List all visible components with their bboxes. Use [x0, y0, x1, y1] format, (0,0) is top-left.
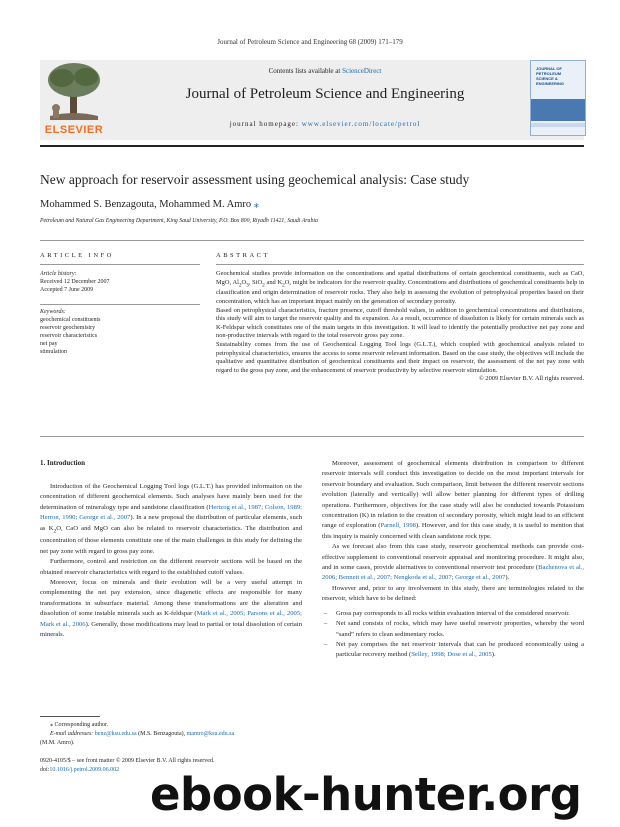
abstract-paragraph: Based on petrophysical characteristics, fracture presence, cutoff threshold values, in addition to geochemical concentrations and distributions, this study will aim to target the reservoir quality and its expansion. As a result, occurrence of dissolution is likely for certain minerals such as K-Feldspar which constitutes one of the main targets in this investigation. It will lead to identify the potentially productive net pay zone and non-productive intervals with regard to the total reservoir gross pay zone. — [216, 306, 584, 340]
authors: Mohammed S. Benzagouta, Mohammed M. Amro — [40, 199, 252, 210]
affiliation: Petroleum and Natural Gas Engineering Department, King Saud University, P.O. Box 800, Riyadh 11421, Saudi Arabia — [40, 218, 318, 224]
keywords — [40, 308, 200, 356]
abstract-divider — [40, 436, 584, 437]
body-paragraph: Moreover, assessment of geochemical elements distribution in comparison to different reservoir intervals will conduct this investigation to decide on the most important intervals for reservoir boundary and evaluation. Such comparison, limit between the different reservoir sections evolution (laterally and vertically) will allow better planning for different types of drilling operations. Furthermore, objectives for the case study will also be conducted towards Potassium concentration (K) in relation to the creation of secondary porosity, which might lead to an efficient range of exploration (Parnell, 1998). However, and for this case study, it is useful to mention that this inquiry is mainly concerned with clean sandstone rock type. — [322, 460, 584, 540]
front-matter: 0920-4105/$ – see front matter © 2009 Elsevier B.V. All rights reserved. doi:10.1016/j.petrol.2009.06.002 — [40, 757, 302, 774]
cover-stripe — [531, 123, 585, 127]
keyword: geochemical constituents — [40, 317, 101, 323]
body-paragraph: However and, prior to any involvement in this study, there are terminologies related to the reservoir, which have to be defined: — [322, 584, 584, 603]
masthead-rule — [40, 145, 584, 147]
author-line — [40, 198, 259, 210]
homepage-link[interactable]: www.elsevier.com/locate/petrol — [301, 120, 421, 128]
keyword: stimulation — [40, 349, 67, 355]
article-history — [40, 270, 200, 294]
homepage-line — [120, 120, 530, 128]
list-item: – Net sand consists of rocks, which may have useful reservoir properties, whereby the word “sand” refers to clean sedimentary rocks. — [324, 620, 584, 638]
contents-prefix: Contents lists available at — [268, 67, 343, 75]
keyword: reservoir characteristics — [40, 333, 98, 339]
abstract-body — [216, 270, 584, 384]
citation-link[interactable]: Hertzog et al., 1987; Colson, 1989; Herron, 1990; George et al., 2007 — [40, 503, 303, 522]
abstract-rule — [216, 264, 584, 265]
keywords-label: Keywords: — [40, 309, 66, 315]
cover-band — [531, 99, 585, 121]
tree-icon — [40, 60, 108, 122]
citation-link[interactable]: Mark et al., 2005; Parsons et al., 2005; Mark et al., 2006 — [40, 610, 302, 628]
journal-cover-thumbnail[interactable] — [530, 60, 586, 136]
body-paragraph: Furthermore, control and restriction on the different reservoir sections will be based on the obtained reservoir characteristics with regard to the established cutoff values. — [40, 558, 302, 576]
article-title: New approach for reservoir assessment using geochemical analysis: Case study — [40, 172, 470, 187]
email-link[interactable]: mamro@ksu.edu.sa — [186, 731, 235, 737]
sciencedirect-link[interactable]: ScienceDirect — [342, 67, 382, 75]
body-paragraph: Introduction of the Geochemical Logging Tool logs (G.L.T.) has provided information on the concentration of different geochemical elements. Such analyses have mainly been used for the determination of mineralogy type and sandstone classification (Hertzog et al., 1987; Colson, 1989; Herron, 1990; George et al., 2007). In a new proposal the distribution of particular elements, such as $K_2O$, CaO and MgO can also be related to reservoir characteristics. The distribution and concentration of those elements constitute one of the main challenges in this study for defining the net pay zone with regard to gross pay zone. — [40, 483, 303, 555]
keyword: reservoir geochemistry — [40, 325, 96, 331]
corresponding-author-footnote: ⁎ Corresponding author. E-mail addresses: benz@ksu.edu.sa (M.S. Benzagouta), mamro@ksu.edu.sa (M.M. Amro). — [40, 722, 235, 746]
journal-title: Journal of Petroleum Science and Engineering — [185, 86, 465, 102]
section-title: 1. Introduction — [40, 459, 85, 467]
received-date: Received 12 December 2007 — [40, 279, 110, 285]
header-divider — [40, 240, 584, 241]
doi-link[interactable]: 10.1016/j.petrol.2009.06.002 — [49, 766, 120, 773]
homepage-prefix: journal homepage: — [229, 120, 302, 128]
citation-link[interactable]: Bazhenova et al., 2006; Bennett et al., 2007; Nengkoda et al., 2007; George et al., 2007 — [322, 564, 584, 582]
running-head: Journal of Petroleum Science and Engineering 68 (2009) 171–179 — [217, 38, 403, 46]
body-paragraph: As we forecast also from this case study, reservoir geochemical methods can provide cost-effective supplement to conventional reservoir appraisal and monitoring procedure. It might also, and in some cases, provide alternatives to conventional reservoir test procedure (Bazhenova et al., 2006; Bennett et al., 2007; Nengkoda et al., 2007; George et al., 2007). — [322, 543, 584, 582]
copyright-line: © 2009 Elsevier B.V. All rights reserved. — [478, 375, 584, 383]
accepted-date: Accepted 7 June 2009 — [40, 287, 94, 293]
abstract-paragraph: Sustainability comes from the use of Geochemical Logging Tool logs (G.L.T.), which coupled with geochemical analysis related to petrophysical characteristics, ensures the access to some reservoir relevant information. Based on the case study, the objectives will include the qualitative and quantitative distribution of geochemical constituents and their impact on reservoir, the assessment of the net pay zone with regard to the gross pay zone, and the enhancement of reservoir productivity by selective reservoir stimulation. — [216, 341, 584, 374]
list-item: – Net pay comprises the net reservoir intervals that can be produced economically using a particular recovery method (Selley, 1998; Dose et al., 2005). — [324, 640, 584, 659]
list-item: – Gross pay corresponds to all rocks within evaluation interval of the considered reservoir. — [324, 609, 570, 617]
history-label: Article history: — [40, 271, 77, 277]
cover-title: JOURNAL OF PETROLEUM SCIENCE & ENGINEERING — [536, 66, 565, 86]
article-info-heading: ARTICLE INFO — [40, 252, 114, 259]
abstract-paragraph: Geochemical studies provide information on the concentrations and spatial distributions of certain geochemical constituents, such as CaO, MgO, $Al_2O_3$, SiO$_2$ and $K_2O$, might be indicators for the reservoir quality. Concentrations and distributions of geochemical constituents help in classification and origin determination of reservoir rocks. They also help in assessing the evolution of petrophysical properties based on their concentration, which has an important impact mainly on the generation of secondary porosity. — [216, 270, 585, 306]
corresponding-author-mark[interactable]: ⁎ — [253, 199, 260, 210]
citation-link[interactable]: Selley, 1998; Dose et al., 2005 — [411, 651, 492, 659]
footnote-rule — [40, 716, 100, 717]
keyword: net pay — [40, 341, 58, 347]
definition-list — [322, 609, 584, 661]
citation-link[interactable]: Parnell, 1998 — [380, 522, 416, 530]
issn-line: 0920-4105/$ – see front matter © 2009 Elsevier B.V. All rights reserved. — [40, 758, 215, 764]
body-paragraph: Moreover, focus on minerals and their evolution will be a very useful attempt in complementing the net pay extension, since diagenetic effects are responsible for many transformations in subsurface material. Among these transformations are the alteration and dissolution of some instable minerals such as K-feldspar (Mark et al., 2005; Parsons et al., 2005; Mark et al., 2006). Generally, those modifications may lead to partial or total dissolution of certain minerals. — [40, 578, 302, 638]
abstract-heading: ABSTRACT — [216, 252, 270, 259]
article-info-rule — [40, 264, 200, 265]
email-link[interactable]: benz@ksu.edu.sa — [94, 731, 137, 737]
body-column-left — [40, 482, 302, 640]
elsevier-wordmark: ELSEVIER — [44, 124, 104, 136]
watermark: ebook-hunter.org — [150, 768, 582, 821]
contents-line — [120, 67, 530, 75]
corresponding-label: Corresponding author. — [54, 722, 109, 728]
keywords-rule — [40, 304, 200, 305]
body-column-right — [322, 459, 584, 661]
